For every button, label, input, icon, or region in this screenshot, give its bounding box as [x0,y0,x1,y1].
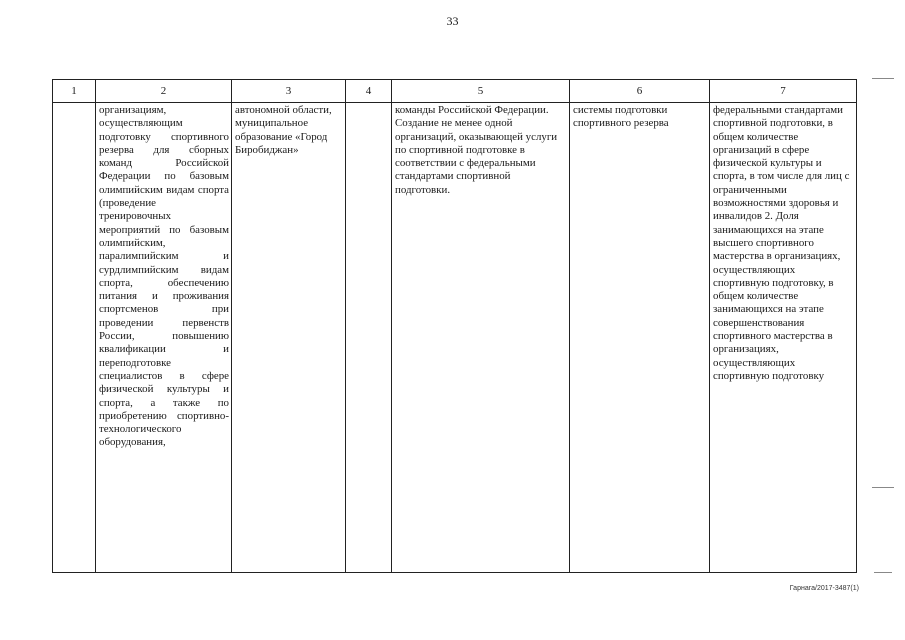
column-header-4: 4 [346,80,392,103]
cell-col5 [392,103,570,573]
cell-col2-text: организациям, осуществляющим подготовку спортивного резерва для сборных команд Российской Федерации по базовым олимпийским видам спорта (проведение тренировочных мероприятий по базовым олимпийским, паралимпийским и сурдлимпийским видам спорта, обеспечению питания и проживания спортсменов при проведении первенств России, повышению квалификации и переподготовке специалистов в сфере физической культуры и спорта, а также по приобретению спортивно-технологического оборудования, [99,104,229,449]
cell-col1 [53,103,96,573]
cell-col7-text: федеральными стандартами спортивной подготовки, в общем количестве организаций в сфере физической культуры и спорта, в том числе для лиц с ограниченными возможностями здоровья и инвалидов 2. Доля занимающихся на этапе высшего спортивного мастерства в организациях, осуществляющих спортивную подготовку, в общем количестве занимающихся на этапе совершенствования спортивного мастерства в организациях, осуществляющих спортивную подготовку [713,104,850,382]
scan-mark-right-1 [872,78,894,79]
cell-col6-text: системы подготовки спортивного резерва [573,104,669,130]
column-header-5: 5 [392,80,570,103]
table-row [53,103,857,573]
cell-col3-text: автономной области, муниципальное образование «Город Биробиджан» [235,104,332,156]
scan-mark-right-3 [874,572,892,573]
scan-mark-right-2 [872,487,894,488]
cell-col5-text: команды Российской Федерации. Создание не менее одной организаций, оказывающей услуги по спортивной подготовке в соответствии с федеральными стандартами спортивной подготовки. [395,104,558,196]
column-header-1: 1 [53,80,96,103]
cell-col3 [232,103,346,573]
column-header-2: 2 [96,80,232,103]
page-number: 33 [446,14,459,28]
column-header-3: 3 [232,80,346,103]
cell-col7 [710,103,857,573]
column-header-6: 6 [570,80,710,103]
table-header-row [53,80,857,103]
program-table [52,79,857,573]
column-header-7: 7 [710,80,857,103]
document-code: Гарнага/2017-3487(1) [789,585,859,592]
cell-col4 [346,103,392,573]
cell-col2 [96,103,232,573]
cell-col6 [570,103,710,573]
